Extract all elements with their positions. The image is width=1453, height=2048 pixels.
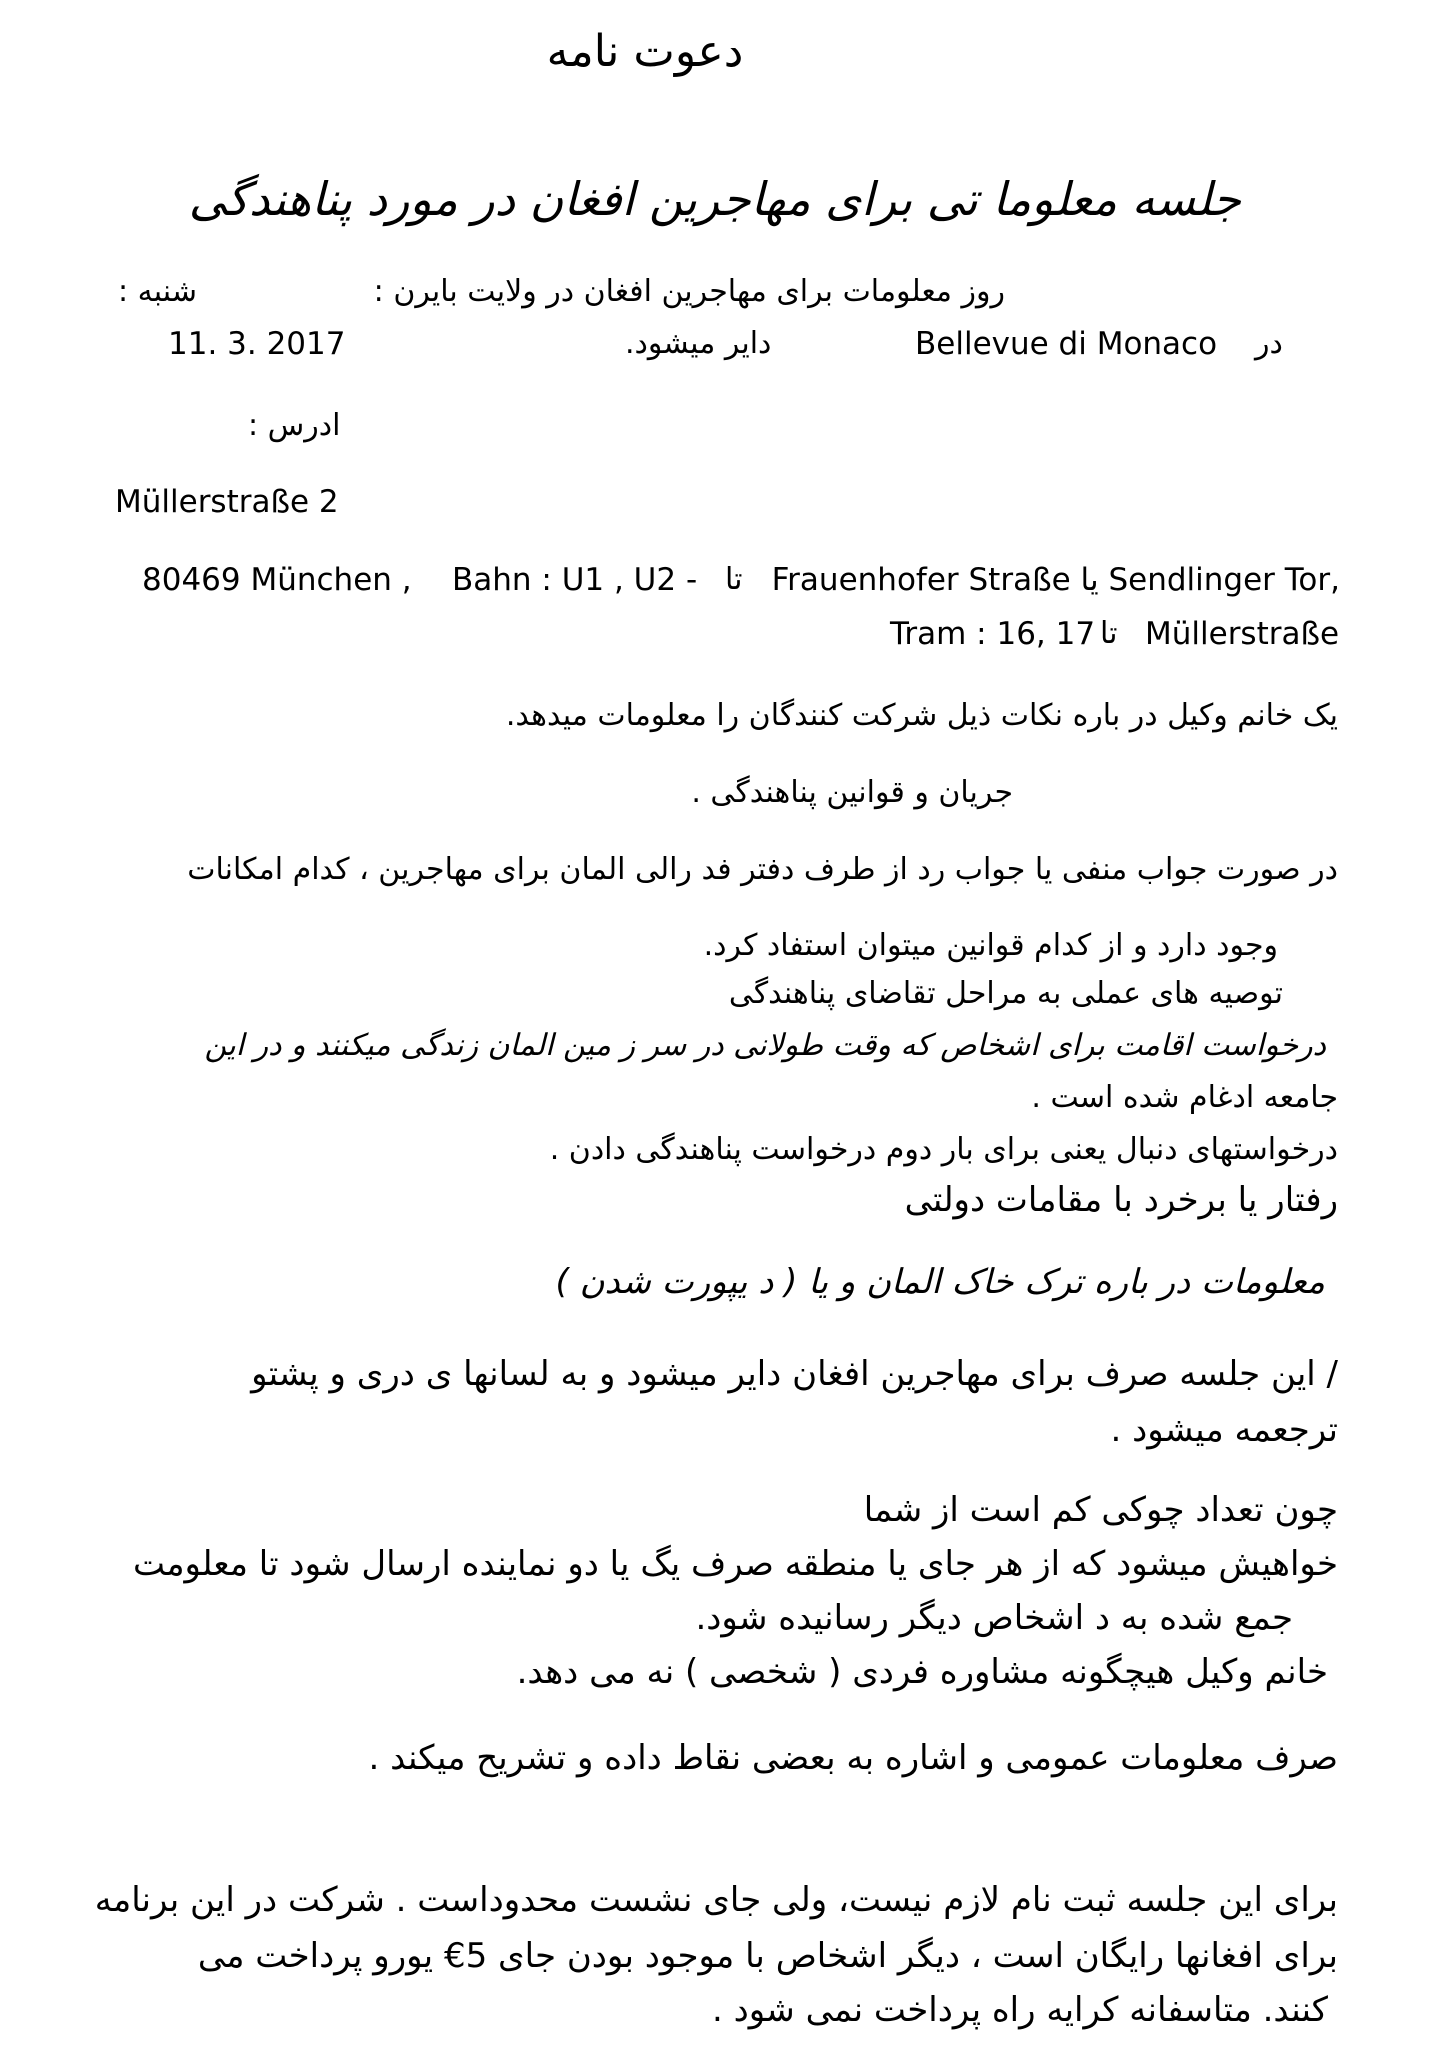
- seats-note-cont-1: خواهیش میشود که از هر جای یا منطقه صرف یگ یا دو نماینده ارسال شود تا معلومت: [132, 1544, 1338, 1584]
- address-street: Müllerstraße 2: [115, 484, 339, 520]
- seats-note-cont-2: جمع شده به د اشخاص دیگر رسانیده شود.: [695, 1598, 1293, 1638]
- point-negative-answer-cont: وجود دارد و از کدام قوانین میتوان استفاد کرد.: [703, 928, 1278, 963]
- address-ta-1: تا: [725, 562, 743, 597]
- point-deportation: معلومات در باره ترک خاک المان و یا ( د یپورت شدن ): [555, 1262, 1325, 1302]
- address-label: ادرس :: [248, 408, 341, 443]
- point-negative-answer: در صورت جواب منفی یا جواب رد از طرف دفتر فد رالی المان برای مهاجرین ، کدام امکانات: [187, 852, 1338, 887]
- seats-note: چون تعداد چوکی کم است از شما: [863, 1490, 1338, 1530]
- general-info-note: صرف معلومات عمومی و اشاره به بعضی نقاط داده و تشریح میکند .: [368, 1738, 1338, 1778]
- address-city: 80469 München ,: [142, 562, 412, 598]
- page-title: دعوت نامه: [546, 26, 744, 77]
- point-follow-up-request: درخواستهای دنبال یعنی برای بار دوم درخواست پناهندگی دادن .: [549, 1132, 1338, 1167]
- point-procedure: جریان و قوانین پناهندگی .: [691, 775, 1013, 810]
- registration-note-cont-2: کنند. متاسفانه کرایه راه پرداخت نمی شود .: [711, 1990, 1328, 2030]
- registration-note: برای این جلسه ثبت نام لازم نیست، ولی جای نشست محدوداست . شرکت در این برنامه: [94, 1880, 1338, 1920]
- language-note: / این جلسه صرف برای مهاجرین افغان دایر میشود و به لسانها ی دری و پشتو: [251, 1354, 1338, 1394]
- event-venue: Bellevue di Monaco: [915, 326, 1218, 362]
- address-tram: Tram : 16, 17: [890, 616, 1096, 652]
- event-at-word: در: [1255, 326, 1283, 361]
- language-note-cont: ترجعمه میشود .: [1110, 1410, 1338, 1450]
- address-stop-2: Müllerstraße: [1145, 616, 1340, 652]
- intro-text: یک خانم وکیل در باره نکات ذیل شرکت کنندگان را معلومات میدهد.: [505, 698, 1338, 733]
- address-bahn: Bahn : U1 , U2 -: [452, 562, 698, 598]
- point-practical-tips: توصیه های عملی به مراحل تقاضای پناهندگی: [728, 976, 1283, 1011]
- event-date: 11. 3. 2017: [168, 326, 346, 362]
- address-stops-1: Frauenhofer Straße یا Sendlinger Tor,: [771, 562, 1340, 598]
- page-subtitle: جلسه معلوما تی برای مهاجرین افغان در مورد پناهندگی: [188, 172, 1241, 226]
- no-individual-counsel: خانم وکیل هیچگونه مشاوره فردی ( شخصی ) نه می دهد.: [516, 1652, 1328, 1692]
- point-residence-request: درخواست اقامت برای اشخاص که وقت طولانی در سر ز مین المان زندگی میکنند و در این: [204, 1028, 1326, 1063]
- point-authorities: رفتار یا برخرد با مقامات دولتی: [904, 1180, 1338, 1220]
- point-residence-request-cont: جامعه ادغام شده است .: [1031, 1080, 1338, 1115]
- event-held-text: دایر میشود.: [625, 326, 772, 361]
- address-ta-2: تا: [1100, 616, 1118, 651]
- event-day-line: روز معلومات برای مهاجرین افغان در ولایت بایرن :: [373, 274, 1005, 309]
- event-weekday: شنبه :: [118, 274, 197, 309]
- registration-note-cont-1: برای افغانها رایگان است ، دیگر اشخاص با موجود بودن جای 5€ یورو پرداخت می: [197, 1936, 1338, 1976]
